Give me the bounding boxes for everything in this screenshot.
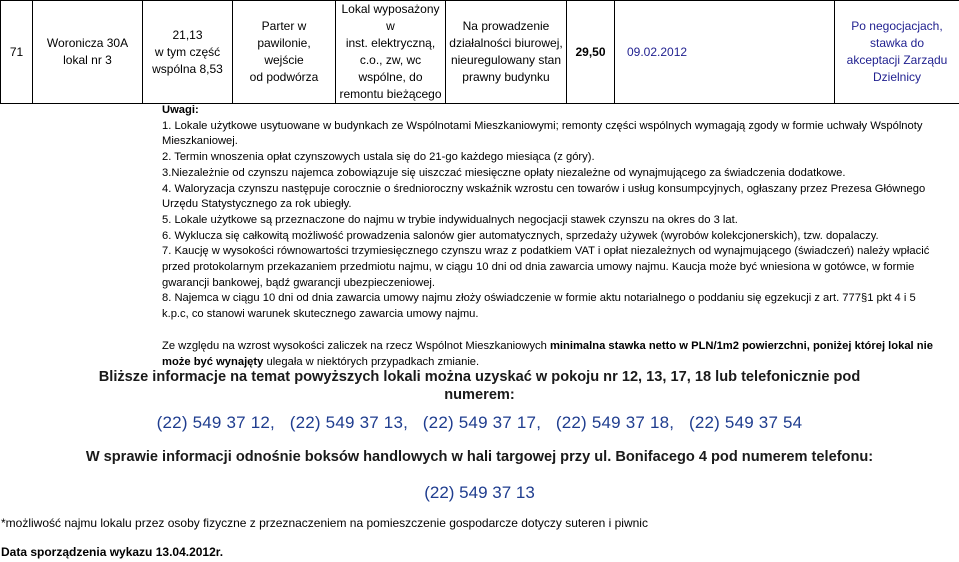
notes-section [162, 103, 942, 370]
table-row [1, 1, 959, 104]
note-3: 3.Niezależnie od czynszu najemca zobowiązuje się uiszczać miesięczne opłaty niezależne od wynajmującego za świadczenia dodatkowe. [162, 166, 846, 179]
area-cell: 21,13 w tym część wspólna 8,53 [143, 1, 233, 104]
rate-cell: 29,50 [567, 1, 615, 104]
preparation-date: Data sporządzenia wykazu 13.04.2012r. [1, 545, 224, 559]
market-hall-info: W sprawie informacji odnośnie boksów handlowych w hali targowej przy ul. Bonifacego 4 pod numerem telefonu: [85, 449, 874, 465]
note-4: 4. Waloryzacja czynszu następuje corocznie o średnioroczny wskaźnik wzrostu cen towarów i usług konsumpcyjnych, ogłaszany przez Prezesa Głównego Urzędu Statystycznego za rok ubiegły. [162, 182, 926, 211]
note-1: 1. Lokale użytkowe usytuowane w budynkach ze Wspólnotami Mieszkaniowymi; remonty części wspólnych wymagają zgody w formie uchwały Wspólnoty Mieszkaniowej. [162, 119, 923, 148]
note-8: 8. Najemca w ciągu 10 dni od dnia zawarcia umowy najmu złoży oświadczenie w formie aktu notarialnego o poddaniu się egzekucji z art. 777§1 pkt 4 i 5 k.p.c, co stanowi warunek skutecznego zawarcia umowy najmu. [162, 292, 916, 321]
market-hall-phone: (22) 549 37 13 [424, 483, 535, 502]
row-number: 71 [1, 1, 33, 104]
contact-info: Bliższe informacje na temat powyższych lokali można uzyskać w pokoju nr 12, 13, 17, 18 lub telefonicznie pod numerem: [98, 369, 861, 403]
purpose-cell: Na prowadzenie działalności biurowej, nieuregulowany stan prawny budynku [446, 1, 567, 104]
note-6: 6. Wyklucza się całkowitą możliwość prowadzenia salonów gier automatycznych, sprzedaży używek (wyrobów kolekcjonerskich), tzw. dopalaczy. [162, 229, 879, 242]
phone-numbers: (22) 549 37 12, (22) 549 37 13, (22) 549 37 17, (22) 549 37 18, (22) 549 37 54 [156, 413, 803, 432]
address-cell: Woronicza 30A lokal nr 3 [33, 1, 143, 104]
note-2: 2. Termin wnoszenia opłat czynszowych ustala się do 21-go każdego miesiąca (z góry). [162, 151, 595, 164]
note-7: 7. Kaucję w wysokości równowartości trzymiesięcznego czynszu wraz z podatkiem VAT i opłat niezależnych od wynajmującego (świadczeń) należy wpłacić przed protokolarnym przekazaniem przedmiotu najmu, w ciągu 10 dni od dnia zawarcia umowy najmu. Kaucja może być wniesiona w gotówce, w formie gwarancji bankowej, bądź gwarancji ubezpieczeniowej. [162, 245, 930, 289]
listing-table [0, 0, 959, 104]
date-cell: 09.02.2012 [615, 1, 835, 104]
note-5: 5. Lokale użytkowe są przeznaczone do najmu w trybie indywidualnych negocjacji stawek czynszu na okres do 3 lat. [162, 213, 738, 226]
floor-cell: Parter w pawilonie, wejście od podwórza [233, 1, 336, 104]
footnote: *możliwość najmu lokalu przez osoby fizyczne z przeznaczeniem na pomieszczenie gospodarcze dotyczy suteren i piwnic [1, 516, 648, 530]
notes-heading: Uwagi: [162, 104, 199, 116]
equipment-cell: Lokal wyposażony w inst. elektryczną, c.o., zw, wc wspólne, do remontu bieżącego [336, 1, 446, 104]
minimum-rate-note: Ze względu na wzrost wysokości zaliczek na rzecz Wspólnot Mieszkaniowych minimalna stawka netto w PLN/1m2 powierzchni, poniżej której lokal nie może być wynajęty ulegała w niektórych przypadkach zmianie. [162, 339, 933, 368]
conditions-cell: Po negocjacjach, stawka do akceptacji Zarządu Dzielnicy [835, 1, 959, 104]
